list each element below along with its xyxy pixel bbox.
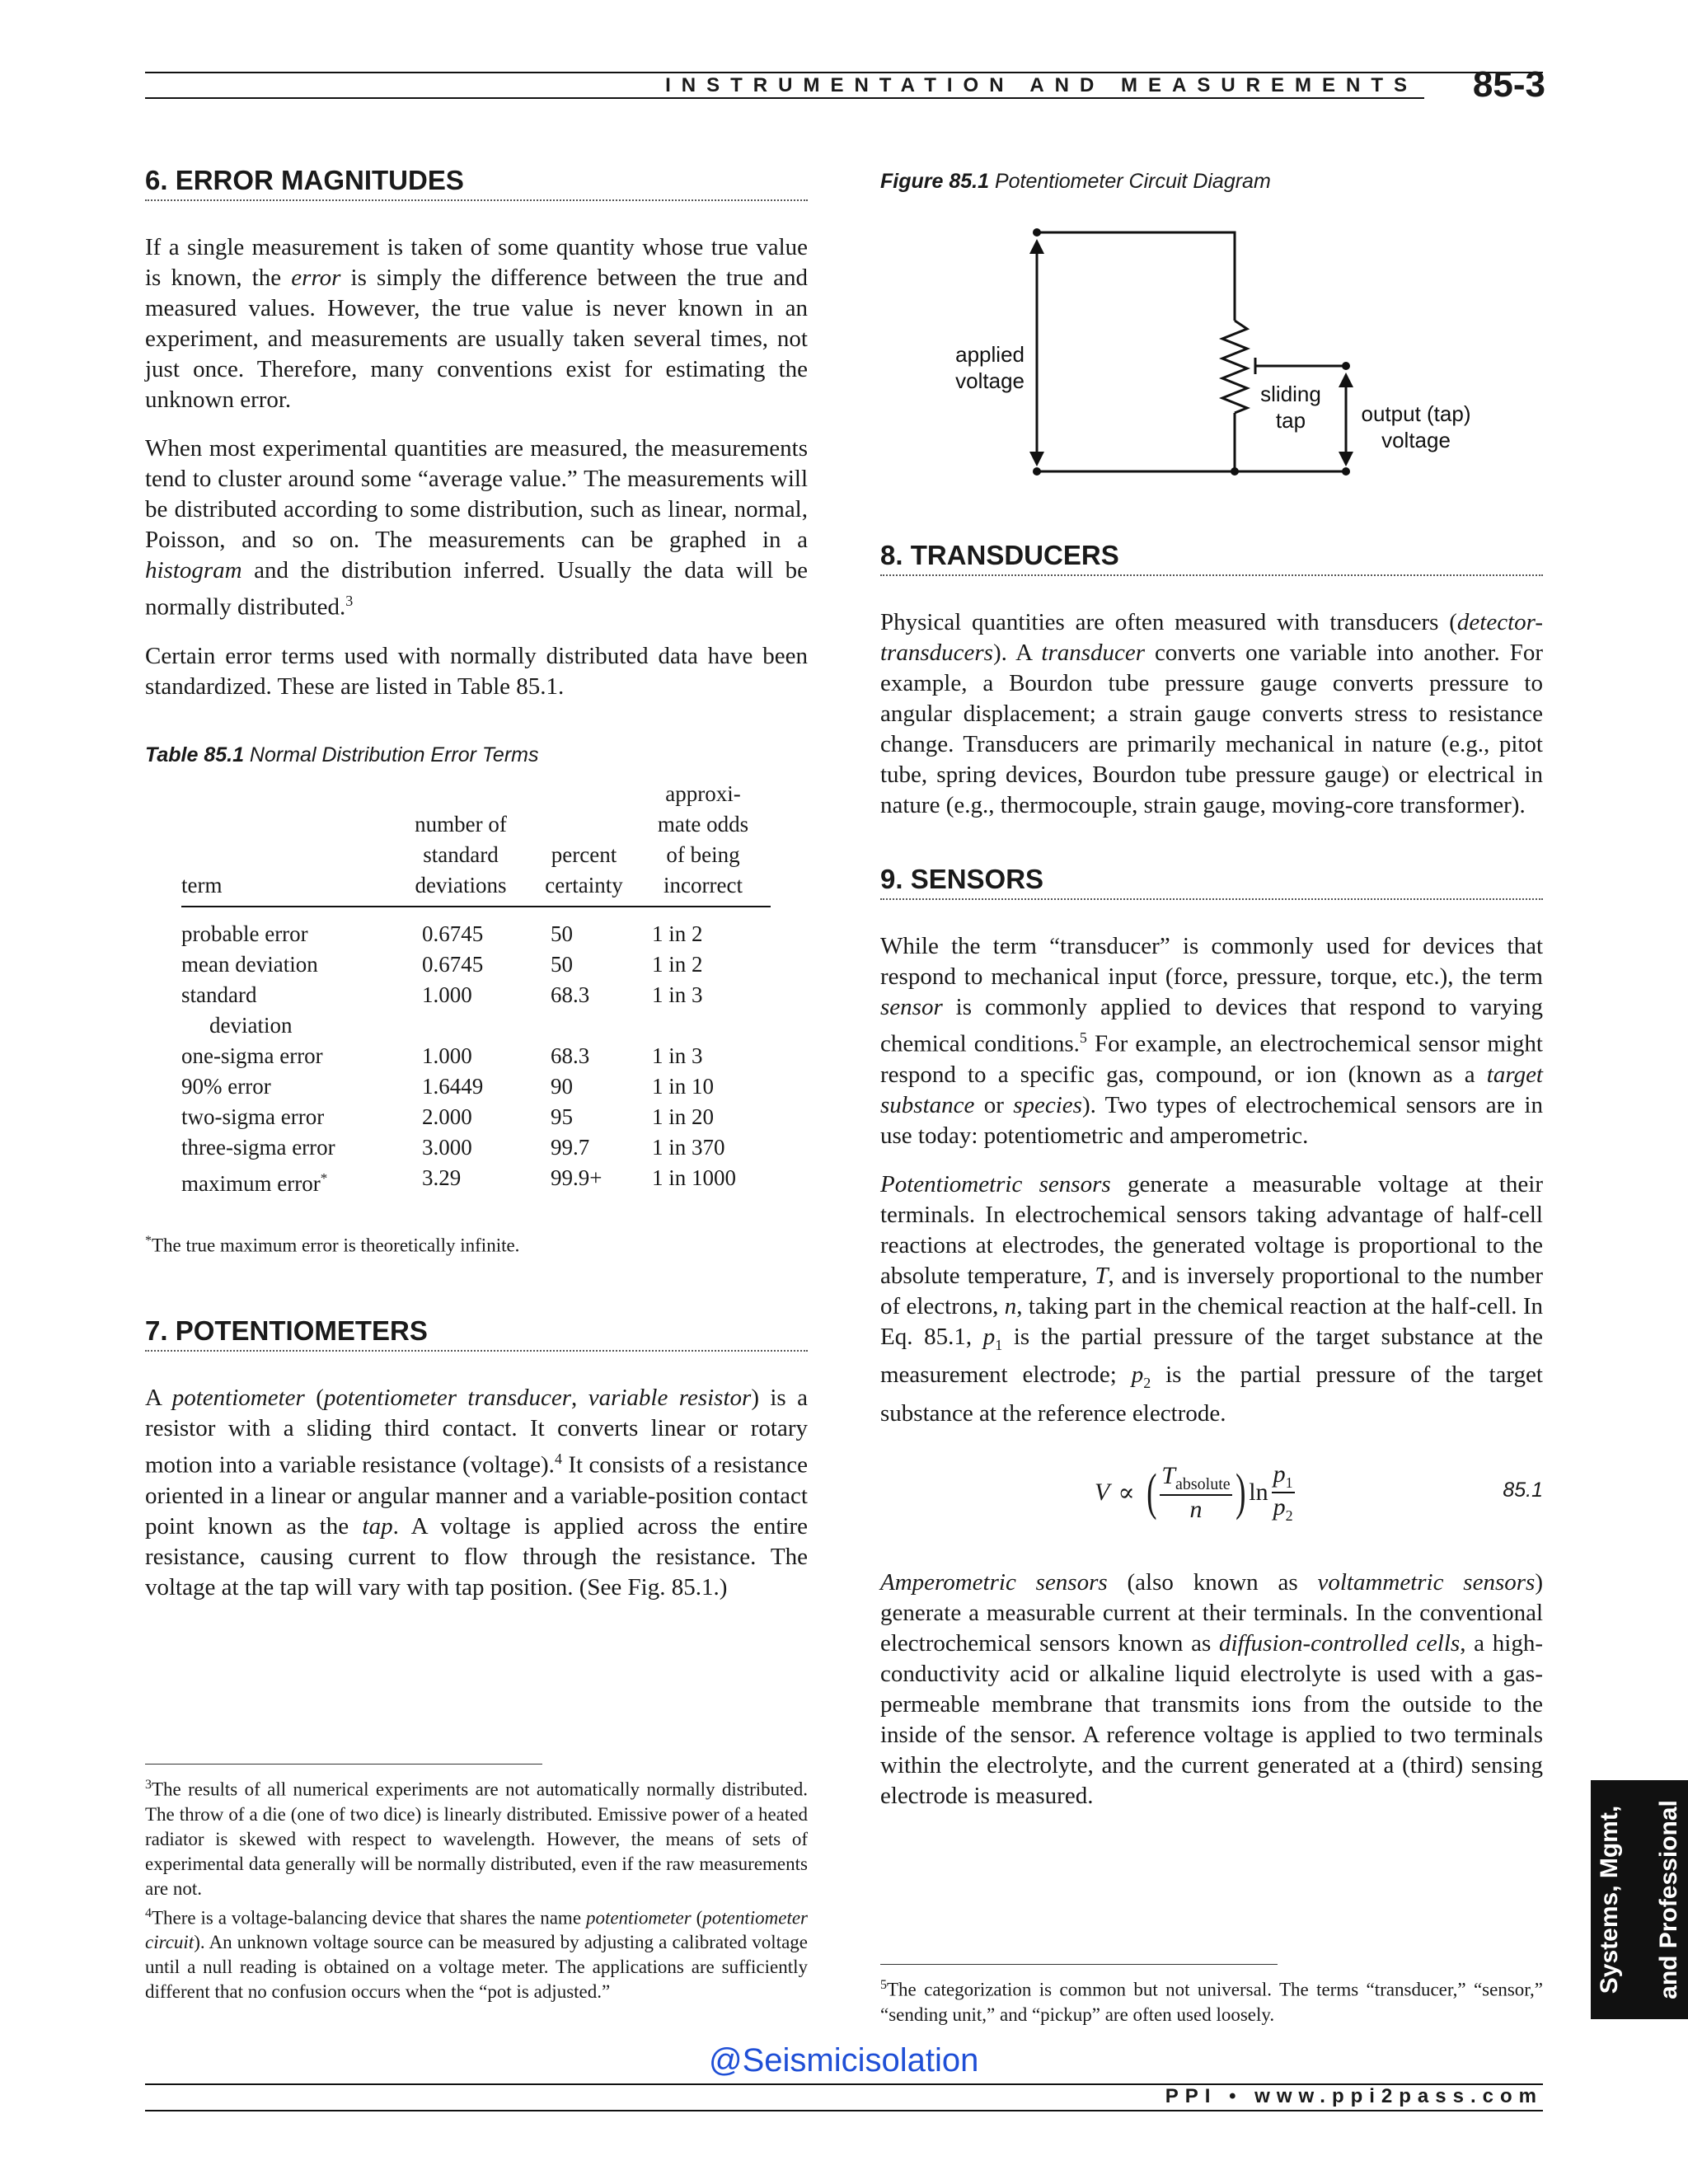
section-9-paragraph-3: Amperometric sensors (also known as voltammetric sensors) generate a measurable current at their terminals. In the conventional electrochemical sensors known as diffusion-controlled cells, a high-conductivity acid or alkaline liquid electrolyte is used with a gas-permeable membrane that transmits ions from the outside to the inside of the sensor. A reference voltage is applied to two terminals within the electrolyte, and the current generated at a (third) sensing electrode is measured.: [880, 1569, 1544, 1810]
figure-caption: Figure 85.1 Potentiometer Circuit Diagram: [880, 170, 1271, 193]
watermark-text: @Seismicisolation: [709, 2042, 979, 2079]
terminal: [1342, 467, 1350, 476]
footer-rule-lower: [145, 2110, 1543, 2111]
output-voltage-label-1: output (tap): [1361, 401, 1471, 426]
terminal: [1033, 467, 1041, 476]
section-9-paragraph-2: Potentiometric sensors generate a measurable voltage at their terminals. In electrochemical sensors taking advantage of half-cell reactions at electrodes, the generated voltage is proportional to the absolute temperature, T, and is inversely proportional to the number of electrons, n, taking part in the chemical reaction at the half-cell. In Eq. 85.1, $p_1$ is the partial pressure of the target substance at the measurement electrode; $p_2$ is the partial pressure of the target substance at the reference electrode.: [880, 1170, 1544, 1427]
table-header-row: [181, 779, 771, 907]
section-8-heading: 8. TRANSDUCERS: [880, 540, 1543, 576]
table-85-1: [145, 743, 808, 1258]
terminal: [1342, 362, 1350, 370]
table-row: probable error 0.6745 50 1 in 2: [181, 921, 703, 946]
column-header-odds: approxi- mate odds of being incorrect: [645, 779, 771, 907]
table-row: three-sigma error 3.000 99.7 1 in 370: [181, 1134, 725, 1160]
header-rule: [145, 72, 1543, 73]
table-caption: Table 85.1 Normal Distribution Error Terms: [145, 743, 539, 766]
equation-body: V ∝ ( $T_{absolute}$ n ) ln $p_1$ $p_2$: [1095, 1460, 1293, 1525]
table-row: deviation: [209, 1012, 293, 1038]
table-row: standard 1.000 68.3 1 in 3: [181, 982, 703, 1007]
header-rule-lower: [145, 97, 1424, 99]
section-9-heading: 9. SENSORS: [880, 864, 1543, 900]
running-head: INSTRUMENTATION AND MEASUREMENTS: [665, 74, 1418, 96]
table-note: *The true maximum error is theoretically infinite.: [145, 1233, 520, 1256]
left-footnotes: [145, 1764, 808, 2004]
table-row: mean deviation 0.6745 50 1 in 2: [181, 951, 703, 977]
footnote-5: $^5$The categorization is common but not universal. The terms “transducer,” “sensor,” “sending unit,” and “pickup” are often used loosely.: [880, 1978, 1543, 2025]
footer-publisher: PPI • www.ppi2pass.com: [1165, 2085, 1543, 2107]
table-row: two-sigma error 2.000 95 1 in 20: [181, 1104, 715, 1129]
applied-voltage-label-1: applied: [955, 342, 1025, 367]
table-row: one-sigma error 1.000 68.3 1 in 3: [181, 1043, 703, 1068]
section-7-paragraph: A potentiometer (potentiometer transducer, variable resistor) is a resistor with a sliding third contact. It converts linear or rotary motion into a variable resistance (voltage).$^4$ It consists of a resistance oriented in a linear or angular manner and a variable-position contact point known as the tap. A voltage is applied across the entire resistance, causing current to flow through the resistance. The voltage at the tap will vary with tap position. (See Fig. 85.1.): [145, 1385, 808, 1601]
side-tab-label: Systems, Mgmt, and Professional: [1596, 1800, 1682, 1999]
output-voltage-label-2: voltage: [1381, 428, 1451, 452]
equation-number: 85.1: [1503, 1479, 1543, 1502]
circuit-wire: [1037, 413, 1235, 471]
column-header-term: term: [181, 779, 399, 907]
sliding-tap-label-2: tap: [1275, 408, 1306, 433]
equation-85-1: [880, 1449, 1543, 1548]
resistor-zigzag: [1222, 321, 1247, 413]
table-row: 90% error 1.6449 90 1 in 10: [181, 1073, 715, 1099]
section-9-paragraph-1: While the term “transducer” is commonly used for devices that respond to mechanical input (force, pressure, torque, etc.), the term sensor is commonly applied to devices that respond to varying chemical conditions.$^5$ For example, an electrochemical sensor might respond to a specific gas, compound, or ion (known as a target substance or species). Two types of electrochemical sensors are in use today: potentiometric and amperometric.: [880, 933, 1543, 1149]
footnote-rule: [145, 1764, 542, 1765]
column-header-deviations: number of standard deviations: [399, 779, 532, 907]
circuit-wire: [1037, 232, 1235, 321]
terminal: [1033, 228, 1041, 237]
page-number: 85-3: [1472, 64, 1545, 105]
terminal: [1231, 467, 1239, 476]
footnote-3: $^3$The results of all numerical experiments are not automatically normally distributed. The throw of a die (one of two dice) is linearly distributed. Emissive power of a heated radiator is skewed with respect to wavelength. However, the means of sets of experimental data generally will be normally distributed, even if the raw measurements are not.: [145, 1778, 808, 1899]
applied-voltage-label-2: voltage: [955, 368, 1025, 393]
error-terms-table: [181, 779, 771, 1199]
section-8-paragraph: Physical quantities are often measured with transducers (detector-transducers). A transducer converts one variable into another. For example, a Bourdon tube pressure gauge converts pressure to angular displacement; a strain gauge converts stress to resistance change. Transducers are primarily mechanical in nature (e.g., pitot tube, spring devices, Bourdon tube pressure gauge) or electrical in nature (e.g., thermocouple, strain gauge, moving-core transformer).: [880, 609, 1543, 818]
section-6-paragraph-1: If a single measurement is taken of some quantity whose true value is known, the error is simply the difference between the true and measured values. However, the true value is never known in an experiment, and measurements are usually taken several times, not just once. Therefore, many conventions exist for estimating the unknown error.: [145, 234, 808, 413]
footnote-rule: [880, 1964, 1278, 1965]
table-row: maximum error* 3.29 99.9+ 1 in 1000: [181, 1165, 737, 1196]
sliding-tap-label-1: sliding: [1260, 382, 1321, 406]
right-footnotes: [880, 1964, 1543, 2027]
section-6-heading: 6. ERROR MAGNITUDES: [145, 165, 808, 201]
potentiometer-circuit-diagram: [880, 197, 1543, 518]
section-side-tab: [1591, 1780, 1688, 2019]
column-header-certainty: percent certainty: [532, 779, 645, 907]
left-column: [145, 165, 808, 1621]
right-column: [880, 165, 1543, 1830]
footnote-4: $^4$There is a voltage-balancing device that shares the name potentiometer (potentiometer circuit). An unknown voltage source can be measured by adjusting a calibrated voltage until a null reading is obtained on a voltage meter. The applications are sufficiently different that no confusion occurs when the “pot is adjusted.”: [145, 1905, 808, 2003]
section-6-paragraph-2: When most experimental quantities are measured, the measurements tend to cluster around some “average value.” The measurements will be distributed according to some distribution, such as linear, normal, Poisson, and so on. The measurements can be graphed in a histogram and the distribution inferred. Usually the data will be normally distributed.$^3$: [145, 435, 808, 621]
section-7-heading: 7. POTENTIOMETERS: [145, 1315, 808, 1352]
section-6-paragraph-3: Certain error terms used with normally distributed data have been standardized. These are listed in Table 85.1.: [145, 642, 808, 700]
